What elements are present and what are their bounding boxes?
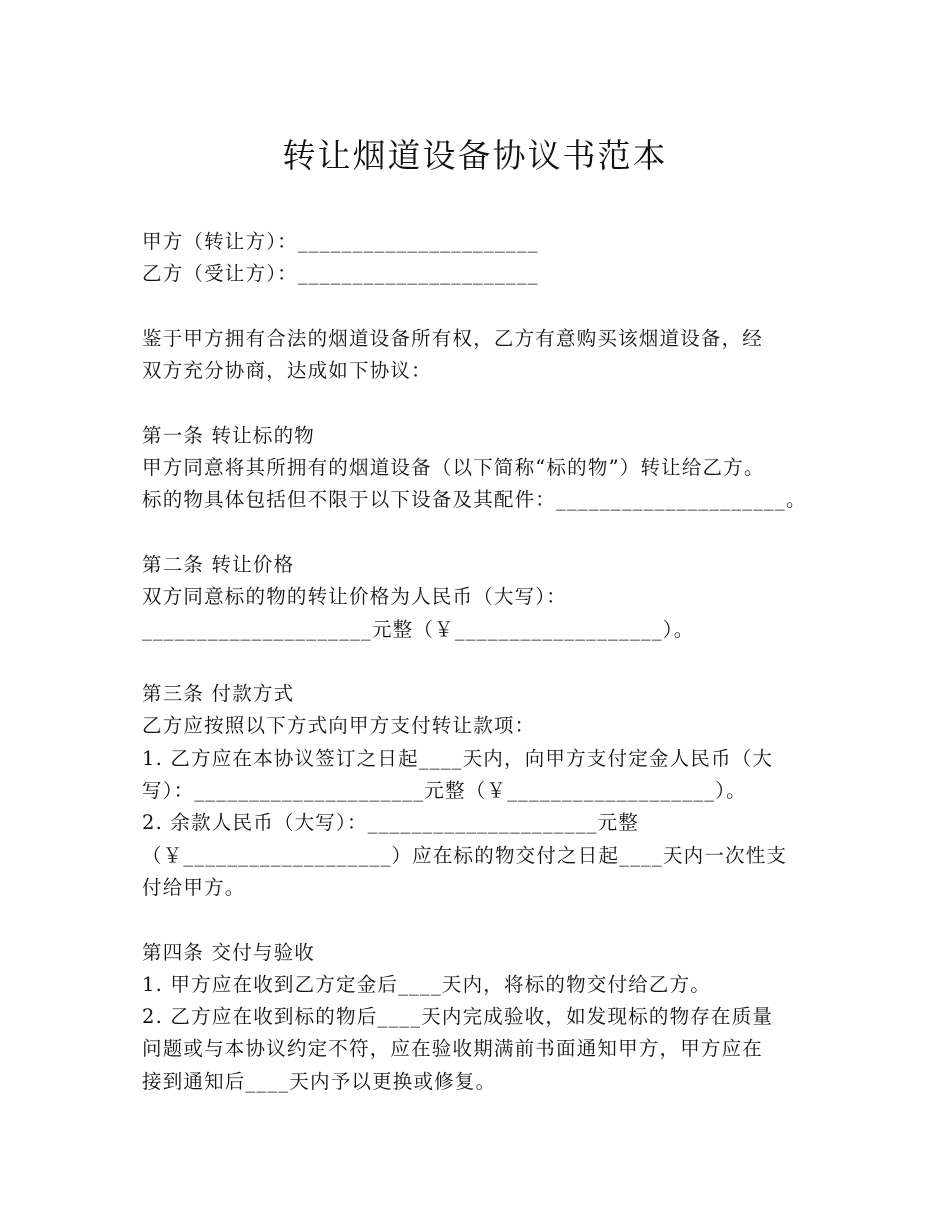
article-4-item-2-line-1: 2. 乙方应在收到标的物后____天内完成验收，如发现标的物存在质量 xyxy=(142,1005,774,1029)
article-3-item-2-line-1: 2. 余款人民币（大写）：_____________________元整 xyxy=(142,811,640,835)
article-3-item-1-line-1: 1. 乙方应在本协议签订之日起____天内，向甲方支付定金人民币（大 xyxy=(142,746,774,770)
article-3-item-2-line-2: （￥___________________）应在标的物交付之日起____天内一次性支 xyxy=(142,843,788,867)
preamble-line-2: 双方充分协商，达成如下协议： xyxy=(142,359,432,383)
blank-line xyxy=(142,387,842,419)
blank-line xyxy=(142,291,842,323)
article-3-item-2-line-3: 付给甲方。 xyxy=(142,875,246,899)
party-b-line: 乙方（受让方）：______________________ xyxy=(142,262,539,286)
article-1-heading: 第一条 转让标的物 xyxy=(142,423,315,447)
article-2-line-1: 双方同意标的物的转让价格为人民币（大写）： xyxy=(142,585,567,609)
blank-line xyxy=(142,904,842,936)
article-3-heading: 第三条 付款方式 xyxy=(142,682,295,706)
article-1-line-2: 标的物具体包括但不限于以下设备及其配件：_____________________。 xyxy=(142,488,807,512)
article-4-item-1: 1. 甲方应在收到乙方定金后____天内，将标的物交付给乙方。 xyxy=(142,972,712,996)
document-title: 转让烟道设备协议书范本 xyxy=(282,136,668,175)
agreement-body xyxy=(142,226,842,1098)
article-2-line-2: _____________________元整（￥___________________）。 xyxy=(142,617,695,641)
preamble-line-1: 鉴于甲方拥有合法的烟道设备所有权，乙方有意购买该烟道设备，经 xyxy=(142,326,764,350)
article-4-heading: 第四条 交付与验收 xyxy=(142,940,315,964)
article-2-heading: 第二条 转让价格 xyxy=(142,552,295,576)
article-3-line-1: 乙方应按照以下方式向甲方支付转让款项： xyxy=(142,714,536,738)
blank-line xyxy=(142,517,842,549)
article-3-item-1-line-2: 写）：_____________________元整（￥___________________）。 xyxy=(142,779,747,803)
party-a-line: 甲方（转让方）：______________________ xyxy=(142,230,539,253)
article-1-line-1: 甲方同意将其所拥有的烟道设备（以下简称“标的物”）转让给乙方。 xyxy=(142,456,765,480)
article-4-item-2-line-3: 接到通知后____天内予以更换或修复。 xyxy=(142,1069,497,1093)
blank-line xyxy=(142,646,842,678)
article-4-item-2-line-2: 问题或与本协议约定不符，应在验收期满前书面通知甲方，甲方应在 xyxy=(142,1037,764,1061)
